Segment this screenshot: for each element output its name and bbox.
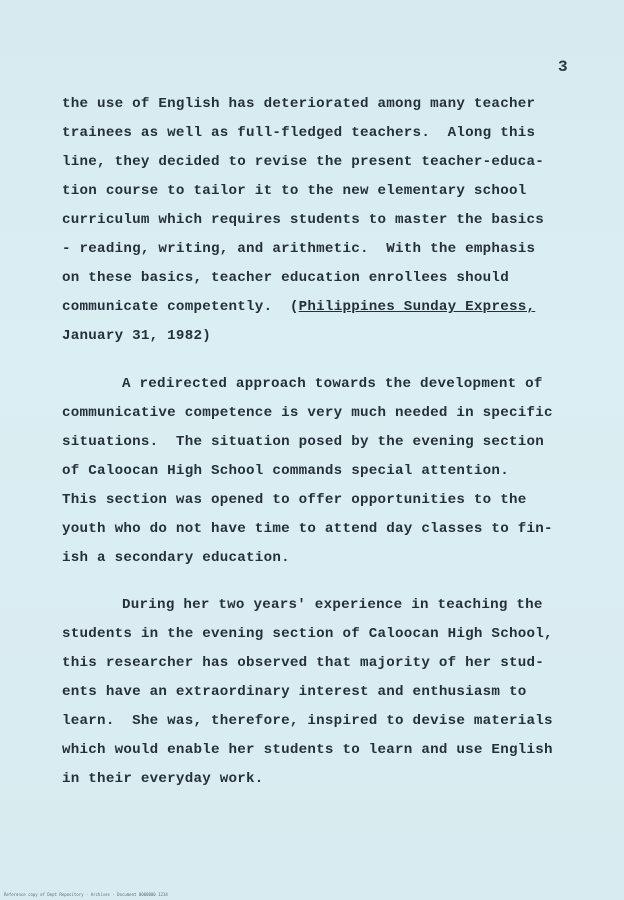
paragraph-1-line-8-text: communicate competently. <box>62 299 273 315</box>
paragraph-2-line-6: youth who do not have time to attend day classes to fin- <box>62 521 553 537</box>
paragraph-2-line-1: A redirected approach towards the development of <box>122 376 543 392</box>
paragraph-3-line-2: students in the evening section of Caloocan High School, <box>62 626 553 642</box>
paragraph-1-line-4: tion course to tailor it to the new elementary school <box>62 183 527 199</box>
paragraph-2-line-4: of Caloocan High School commands special attention. <box>62 463 509 479</box>
paragraph-1-line-1: the use of English has deteriorated among many teacher <box>62 96 536 112</box>
page-number: 3 <box>558 58 568 76</box>
paragraph-1-line-2: trainees as well as full-fledged teachers. Along this <box>62 125 536 141</box>
paragraph-2-line-5: This section was opened to offer opportunities to the <box>62 492 527 508</box>
paragraph-3-line-4: ents have an extraordinary interest and enthusiasm to <box>62 684 527 700</box>
paragraph-1-line-3: line, they decided to revise the present teacher-educa- <box>62 154 545 170</box>
paragraph-3-line-1: During her two years' experience in teaching the <box>122 597 543 613</box>
citation-source: Philippines Sunday Express, <box>298 299 536 315</box>
paragraph-2-line-2: communicative competence is very much needed in specific <box>62 405 553 421</box>
paragraph-1-line-8: communicate competently. (Philippines Sunday Express, <box>62 299 536 315</box>
paragraph-1-line-6: - reading, writing, and arithmetic. With the emphasis <box>62 241 536 257</box>
paragraph-3-line-7: in their everyday work. <box>62 771 264 787</box>
paragraph-3-line-6: which would enable her students to learn and use English <box>62 742 553 758</box>
paragraph-1-line-9: January 31, 1982) <box>62 328 211 344</box>
paragraph-3-line-5: learn. She was, therefore, inspired to devise materials <box>62 713 553 729</box>
paragraph-2-line-7: ish a secondary education. <box>62 550 290 566</box>
paragraph-3-line-3: this researcher has observed that majority of her stud- <box>62 655 545 671</box>
footer-reference: Reference copy of Dept Repository · Archives · Document 0000000 1234 <box>4 892 168 897</box>
paragraph-1-line-5: curriculum which requires students to master the basics <box>62 212 545 228</box>
paragraph-1-line-7: on these basics, teacher education enrollees should <box>62 270 509 286</box>
paragraph-2-line-3: situations. The situation posed by the evening section <box>62 434 545 450</box>
